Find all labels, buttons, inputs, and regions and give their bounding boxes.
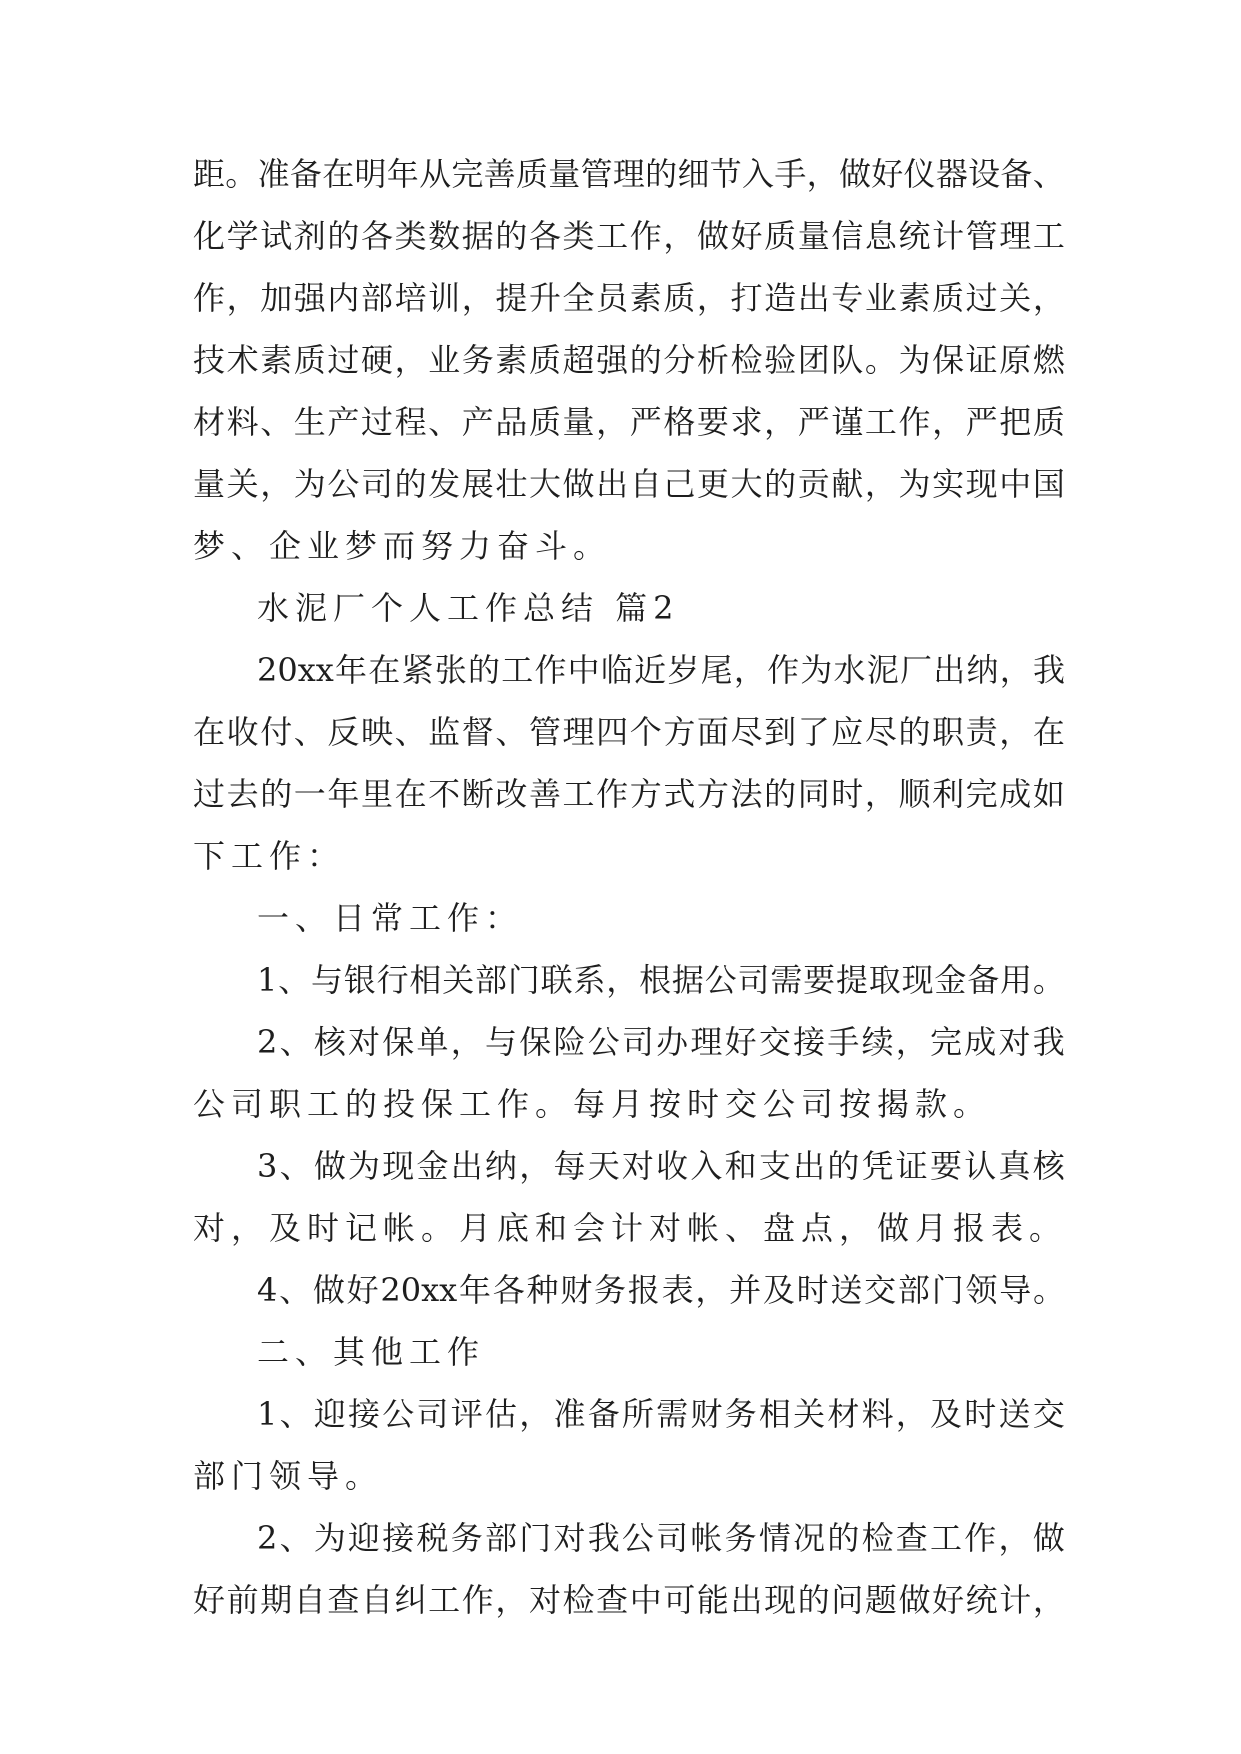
text-line: 材 料 、 生 产 过 程 、 产 品 质 量 ， 严 格 要 求 ， 严 谨 工 作 ， 严 把 质 — [193, 403, 1065, 441]
text-line: 梦、企业梦而努力奋斗。 — [193, 527, 612, 565]
text-line: 下工作： — [193, 837, 346, 875]
text-line: 作 ， 加 强 内 部 培 训 ， 提 升 全 员 素 质 ， 打 造 出 专 业 素 质 过 关 ， — [193, 279, 1065, 317]
text-line: 在 收 付 、 反 映 、 监 督 、 管 理 四 个 方 面 尽 到 了 应 尽 的 职 责 ， 在 — [193, 713, 1065, 751]
text-line: 一、日常工作： — [257, 899, 524, 937]
text-line: 过 去 的 一 年 里 在 不 断 改 善 工 作 方 式 方 法 的 同 时 ， 顺 利 完 成 如 — [193, 775, 1065, 813]
text-line: 对，及时记帐。月底和会计对帐、盘点，做月报表。 — [193, 1209, 1068, 1247]
text-line: 水泥厂个人工作总结 篇2 — [257, 589, 680, 627]
text-line: 距 。 准 备 在 明 年 从 完 善 质 量 管 理 的 细 节 入 手 ， 做 好 仪 器 设 备 、 — [193, 155, 1065, 193]
text-line: 2 、 为 迎 接 税 务 部 门 对 我 公 司 帐 务 情 况 的 检 查 工 作 ， 做 — [257, 1519, 1065, 1557]
text-line: 3 、 做 为 现 金 出 纳 ， 每 天 对 收 入 和 支 出 的 凭 证 要 认 真 核 — [257, 1147, 1065, 1185]
text-line: 20xx 年 在 紧 张 的 工 作 中 临 近 岁 尾 ， 作 为 水 泥 厂 出 纳 ， 我 — [257, 651, 1065, 689]
text-line: 二、其他工作 — [257, 1333, 486, 1371]
text-line: 技 术 素 质 过 硬 ， 业 务 素 质 超 强 的 分 析 检 验 团 队 。 为 保 证 原 燃 — [193, 341, 1065, 379]
text-line: 部门领导。 — [193, 1457, 384, 1495]
text-line: 1 、 与 银 行 相 关 部 门 联 系 ， 根 据 公 司 需 要 提 取 现 金 备 用 。 — [257, 961, 1065, 999]
text-line: 化 学 试 剂 的 各 类 数 据 的 各 类 工 作 ， 做 好 质 量 信 息 统 计 管 理 工 — [193, 217, 1065, 255]
text-line: 4 、 做 好 20xx 年 各 种 财 务 报 表 ， 并 及 时 送 交 部 门 领 导 。 — [257, 1271, 1065, 1309]
text-line: 好 前 期 自 查 自 纠 工 作 ， 对 检 查 中 可 能 出 现 的 问 题 做 好 统 计 ， — [193, 1581, 1065, 1619]
text-line: 2 、 核 对 保 单 ， 与 保 险 公 司 办 理 好 交 接 手 续 ， 完 成 对 我 — [257, 1023, 1065, 1061]
text-line: 量 关 ， 为 公 司 的 发 展 壮 大 做 出 自 己 更 大 的 贡 献 ， 为 实 现 中 国 — [193, 465, 1065, 503]
text-line: 1 、 迎 接 公 司 评 估 ， 准 备 所 需 财 务 相 关 材 料 ， 及 时 送 交 — [257, 1395, 1065, 1433]
text-line: 公司职工的投保工作。每月按时交公司按揭款。 — [193, 1085, 992, 1123]
document-body — [193, 143, 1068, 1631]
